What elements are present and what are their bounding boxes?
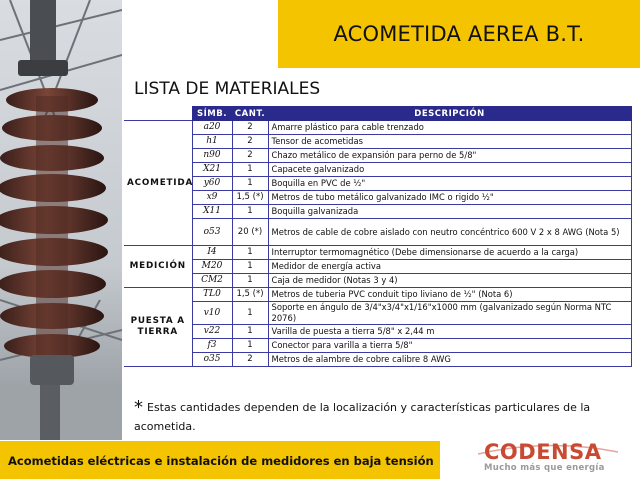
row-quantity: 2 bbox=[232, 121, 268, 135]
footnote-text: Estas cantidades dependen de la localización y características particulares de la acometida. bbox=[134, 401, 591, 433]
row-description: Interruptor termomagnético (Debe dimensionarse de acuerdo a la carga) bbox=[268, 246, 631, 260]
table-row bbox=[124, 302, 631, 325]
page-title: ACOMETIDA AEREA B.T. bbox=[333, 22, 585, 46]
row-symbol: TL0 bbox=[192, 288, 232, 302]
table-row bbox=[124, 219, 631, 246]
table-row bbox=[124, 246, 631, 260]
row-description: Metros de tuberia PVC conduit tipo liviano de ½" (Nota 6) bbox=[268, 288, 631, 302]
row-quantity: 2 bbox=[232, 353, 268, 367]
row-description: Metros de alambre de cobre calibre 8 AWG bbox=[268, 353, 631, 367]
footnote bbox=[134, 398, 604, 436]
footnote-marker: * bbox=[134, 397, 143, 418]
table-header-blank bbox=[124, 107, 192, 121]
table-row bbox=[124, 177, 631, 191]
table-row bbox=[124, 121, 631, 135]
row-description: Boquilla galvanizada bbox=[268, 205, 631, 219]
row-symbol: o35 bbox=[192, 353, 232, 367]
row-symbol: X21 bbox=[192, 163, 232, 177]
row-description: Amarre plástico para cable trenzado bbox=[268, 121, 631, 135]
table-row bbox=[124, 260, 631, 274]
codensa-logo bbox=[470, 440, 620, 476]
row-description: Metros de cable de cobre aislado con neutro concéntrico 600 V 2 x 8 AWG (Nota 5) bbox=[268, 219, 631, 246]
row-description: Tensor de acometidas bbox=[268, 135, 631, 149]
table-row bbox=[124, 135, 631, 149]
table-row bbox=[124, 191, 631, 205]
group-acometida: ACOMETIDA bbox=[124, 121, 192, 246]
row-quantity: 1 bbox=[232, 163, 268, 177]
row-symbol: X11 bbox=[192, 205, 232, 219]
row-description: Caja de medidor (Notas 3 y 4) bbox=[268, 274, 631, 288]
row-symbol: o53 bbox=[192, 219, 232, 246]
row-symbol: I4 bbox=[192, 246, 232, 260]
row-quantity: 1 bbox=[232, 302, 268, 325]
row-quantity: 1 bbox=[232, 325, 268, 339]
row-quantity: 1 bbox=[232, 339, 268, 353]
row-quantity: 1,5 (*) bbox=[232, 191, 268, 205]
row-quantity: 2 bbox=[232, 135, 268, 149]
row-quantity: 1 bbox=[232, 177, 268, 191]
row-symbol: n90 bbox=[192, 149, 232, 163]
row-symbol: v10 bbox=[192, 302, 232, 325]
header-description: DESCRIPCIÓN bbox=[268, 107, 631, 121]
row-symbol: x9 bbox=[192, 191, 232, 205]
row-description: Varilla de puesta a tierra 5/8" x 2,44 m bbox=[268, 325, 631, 339]
row-quantity: 1 bbox=[232, 205, 268, 219]
row-description: Medidor de energía activa bbox=[268, 260, 631, 274]
header-symbol: SÍMB. bbox=[192, 107, 232, 121]
insulator-photo bbox=[0, 0, 122, 440]
table-row bbox=[124, 149, 631, 163]
row-symbol: h1 bbox=[192, 135, 232, 149]
logo-name: CODENSA bbox=[484, 440, 602, 464]
group-puesta-a-tierra: PUESTA A TIERRA bbox=[124, 288, 192, 367]
row-description: Conector para varilla a tierra 5/8" bbox=[268, 339, 631, 353]
table-row bbox=[124, 205, 631, 219]
footer-bar bbox=[0, 441, 440, 479]
table-row bbox=[124, 353, 631, 367]
footer-text: Acometidas eléctricas e instalación de medidores en baja tensión bbox=[8, 454, 434, 468]
row-description: Boquilla en PVC de ½" bbox=[268, 177, 631, 191]
table-row bbox=[124, 274, 631, 288]
table-row bbox=[124, 288, 631, 302]
logo-tagline: Mucho más que energía bbox=[484, 463, 605, 473]
table-row bbox=[124, 163, 631, 177]
title-bar bbox=[278, 0, 640, 68]
header-quantity: CANT. bbox=[232, 107, 268, 121]
table-row bbox=[124, 339, 631, 353]
row-symbol: a20 bbox=[192, 121, 232, 135]
row-description: Chazo metálico de expansión para perno de 5/8" bbox=[268, 149, 631, 163]
row-quantity: 1 bbox=[232, 260, 268, 274]
row-symbol: M20 bbox=[192, 260, 232, 274]
row-symbol: y60 bbox=[192, 177, 232, 191]
row-quantity: 20 (*) bbox=[232, 219, 268, 246]
row-quantity: 2 bbox=[232, 149, 268, 163]
table-header-row bbox=[124, 107, 631, 121]
row-description: Metros de tubo metálico galvanizado IMC o rigido ½" bbox=[268, 191, 631, 205]
row-symbol: f3 bbox=[192, 339, 232, 353]
row-quantity: 1 bbox=[232, 274, 268, 288]
table-row bbox=[124, 325, 631, 339]
group-medicion: MEDICIÓN bbox=[124, 246, 192, 288]
row-quantity: 1,5 (*) bbox=[232, 288, 268, 302]
section-subtitle: LISTA DE MATERIALES bbox=[134, 79, 321, 99]
row-symbol: v22 bbox=[192, 325, 232, 339]
materials-table bbox=[124, 106, 632, 367]
row-description: Soporte en ángulo de 3/4"x3/4"x1/16"x1000 mm (galvanizado según Norma NTC 2076) bbox=[268, 302, 631, 325]
row-description: Capacete galvanizado bbox=[268, 163, 631, 177]
row-symbol: CM2 bbox=[192, 274, 232, 288]
row-quantity: 1 bbox=[232, 246, 268, 260]
